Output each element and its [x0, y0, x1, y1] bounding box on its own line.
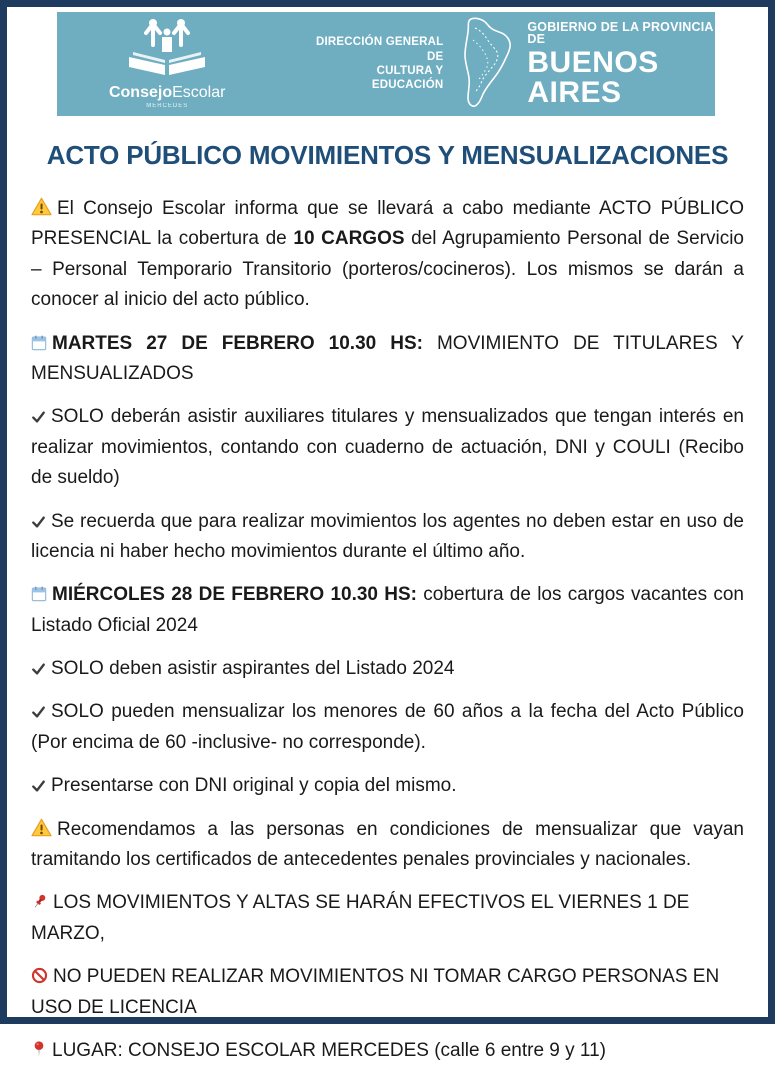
- logo-wordmark: [109, 84, 225, 102]
- pushpin-icon: [31, 893, 48, 910]
- paragraph-text: LUGAR: CONSEJO ESCOLAR MERCEDES (calle 6 entre 9 y 11): [52, 1039, 606, 1061]
- paragraph-miercoles-28: [31, 580, 744, 641]
- paragraph-text: NO PUEDEN REALIZAR MOVIMIENTOS NI TOMAR CARGO PERSONAS EN USO DE LICENCIA: [31, 966, 720, 1018]
- calendar-icon: [31, 586, 47, 602]
- document-body: [7, 171, 768, 1066]
- paragraph-intro: [31, 194, 744, 316]
- paragraph-efectivos-1-marzo: [31, 888, 744, 949]
- warning-icon: [31, 818, 52, 837]
- calendar-icon: [31, 335, 47, 351]
- direccion-line1: DIRECCIÓN GENERAL DE: [316, 36, 444, 63]
- paragraph-text-bold: MIÉRCOLES 28 DE FEBRERO 10.30 HS:: [52, 584, 417, 606]
- gobierno-line1: GOBIERNO DE LA PROVINCIA DE: [527, 19, 714, 46]
- paragraph-martes-27: [31, 329, 744, 390]
- paragraph-dni-copia: [31, 771, 744, 801]
- buenos-aires-map-icon: [457, 16, 519, 113]
- paragraph-text: del Agrupamiento Personal de Servicio – Personal Temporario Transitorio (porteros/cocineros). Los mismos se darán a conocer al inicio del acto público.: [31, 228, 744, 311]
- check-icon: [31, 705, 46, 719]
- round-pushpin-icon: [31, 1040, 47, 1058]
- no-entry-icon: [31, 967, 48, 984]
- paragraph-text: SOLO pueden mensualizar los menores de 60 años a la fecha del Acto Público (Por encima de 60 -inclusive- no corresponde).: [31, 701, 744, 753]
- paragraph-text: El Consejo Escolar informa que se llevará a cabo mediante ACTO PÚBLICO PRESENCIAL la cobertura de: [31, 198, 744, 250]
- paragraph-text: cobertura de los cargos vacantes con Listado Oficial 2024: [31, 584, 744, 636]
- paragraph-text: Se recuerda que para realizar movimientos los agentes no deben estar en uso de licencia ni haber hecho movimientos durante el último año.: [31, 510, 744, 562]
- paragraph-no-pueden: [31, 962, 744, 1023]
- paragraph-text: SOLO deberán asistir auxiliares titulares y mensualizados que tengan interés en realizar movimientos, contando con cuaderno de actuación, DNI y COULI (Recibo de sueldo): [31, 406, 744, 489]
- gobierno-provincia-block: [457, 16, 715, 113]
- consejo-escolar-logo-icon: [121, 19, 213, 82]
- check-icon: [31, 515, 46, 529]
- check-icon: [31, 779, 46, 793]
- consejo-escolar-logo: [95, 19, 239, 110]
- gobierno-text: [527, 21, 715, 108]
- logo-subtitle: MERCEDES: [146, 103, 189, 110]
- logo-word-consejo: Consejo: [108, 83, 173, 101]
- paragraph-aspirantes-2024: [31, 654, 744, 684]
- check-icon: [31, 662, 46, 676]
- paragraph-lugar: [31, 1036, 744, 1066]
- paragraph-asistir-titulares: [31, 402, 744, 493]
- direccion-general-label: [307, 35, 443, 93]
- gobierno-line2: BUENOS AIRES: [527, 45, 659, 109]
- check-icon: [31, 410, 46, 424]
- paragraph-text: LOS MOVIMIENTOS Y ALTAS SE HARÁN EFECTIVOS EL VIERNES 1 DE MARZO,: [31, 892, 690, 944]
- direccion-line2: CULTURA Y EDUCACIÓN: [371, 65, 444, 92]
- paragraph-text-bold: 10 CARGOS: [293, 228, 405, 250]
- paragraph-menores-60: [31, 697, 744, 758]
- paragraph-text: Presentarse con DNI original y copia del mismo.: [51, 775, 457, 797]
- page-title: ACTO PÚBLICO MOVIMIENTOS Y MENSUALIZACIONES: [46, 140, 729, 170]
- paragraph-text: Recomendamos a las personas en condiciones de mensualizar que vayan tramitando los certificados de antecedentes penales provinciales y nacionales.: [31, 818, 744, 871]
- paragraph-text-bold: MARTES 27 DE FEBRERO 10.30 HS:: [52, 332, 423, 354]
- paragraph-uso-licencia: [31, 507, 744, 568]
- paragraph-recomendamos: [31, 815, 744, 876]
- logo-word-escolar: Escolar: [172, 83, 226, 101]
- header-banner: [57, 12, 715, 116]
- paragraph-text: SOLO deben asistir aspirantes del Listado 2024: [51, 658, 455, 680]
- warning-icon: [31, 197, 52, 216]
- paragraph-text: MOVIMIENTO DE TITULARES Y MENSUALIZADOS: [31, 332, 744, 384]
